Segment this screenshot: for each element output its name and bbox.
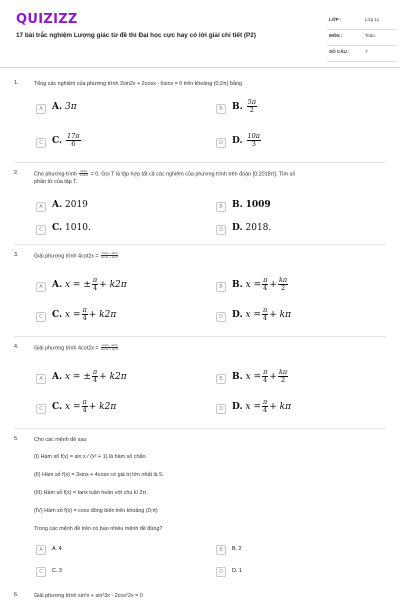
option-letter: A xyxy=(36,545,46,555)
option-letter: D xyxy=(216,312,226,322)
question-text: Giải phương trình 4cot2x = $\frac{\text{cos²x - sin²x}}{\text{cos⁶x + sin⁶x}}$ xyxy=(34,343,119,352)
option-letter: C xyxy=(36,312,46,322)
meta-row-subject xyxy=(327,30,397,46)
meta-row-count xyxy=(327,46,397,62)
option-label: A. xyxy=(52,102,63,112)
question-text: Tổng các nghiệm của phương trình 2sin2x + 2cosx - 6sinx = 0 trên khoảng (0;2π) bằng xyxy=(34,81,243,87)
option-letter: C xyxy=(36,138,46,148)
fraction: $\frac{10\pi}{3}$ xyxy=(247,132,261,148)
option-label: B. xyxy=(232,200,243,210)
statement-3: (III) Hàm số f(x) = tanx tuần hoàn với chu kì 2π. xyxy=(34,490,148,496)
meta-row-class xyxy=(327,14,397,30)
question-text-line2: phần tử của tập T. xyxy=(34,179,78,185)
meta-table xyxy=(327,14,397,62)
option-value: 2019 xyxy=(65,200,88,210)
document-title: 17 bài trắc nghiệm Lượng giác từ đề thi Đại học cực hay có lời giải chi tiết (P2) xyxy=(16,32,256,39)
option-value: 1009 xyxy=(245,200,271,210)
option-letter: B xyxy=(216,202,226,212)
meta-label: LỚP : xyxy=(329,17,342,22)
question-number: 4. xyxy=(14,344,19,350)
option-label: B. xyxy=(232,546,238,552)
question-text: Giải phương trình sin²x + sin²3x - 2cos²2x = 0 xyxy=(34,593,143,599)
option-value: 3 xyxy=(58,568,62,574)
option-letter: D xyxy=(216,138,226,148)
option-letter: A xyxy=(36,104,46,114)
fraction: $\frac{k\pi}{2}$ xyxy=(278,276,288,292)
question-text: Cho phương trình $\frac{\sin 2x}{1-\cos x}$ = 0. Gọi T là tập hợp tất cả các nghiệm của phương trình trên đoạn [0;2018π]. Tìm số xyxy=(34,169,296,178)
question-divider xyxy=(14,162,386,163)
fraction: $\frac{k\pi}{2}$ xyxy=(278,368,288,384)
option-value: 1 xyxy=(238,568,242,574)
question-text: Giải phương trình 4cot2x = $\frac{\text{cos²x - sin²x}}{\text{cos⁶x + sin⁶x}}$ xyxy=(34,251,119,260)
option-label: D. xyxy=(232,136,243,146)
question-divider xyxy=(14,336,386,337)
question-prompt: Trong các mệnh đề trên có bao nhiêu mệnh đề đúng? xyxy=(34,526,163,532)
option-value: 2018. xyxy=(245,223,272,233)
option-label: C. xyxy=(52,568,58,574)
option-label: C. xyxy=(52,136,63,146)
fraction: $\frac{\pi}{4}$ xyxy=(92,368,98,384)
option-value: 3π xyxy=(65,102,77,112)
fraction: $\frac{\pi}{4}$ xyxy=(262,306,268,322)
fraction: $\frac{17\pi}{6}$ xyxy=(67,132,80,148)
option-value: 4 xyxy=(58,546,62,552)
option-letter: C xyxy=(36,225,46,235)
meta-value: 7 xyxy=(365,49,368,54)
option-label: C. xyxy=(52,223,63,233)
fraction: $\frac{\text{cos²x - sin²x}}{\text{cos⁶x + sin⁶x}}$ xyxy=(101,251,119,260)
fraction: $\frac{\pi}{4}$ xyxy=(263,276,268,292)
statement-4: (IV) Hàm số f(x) = cosx đồng biến trên khoảng (0;π) xyxy=(34,508,158,514)
meta-value: Lớp 11 xyxy=(365,17,380,22)
option-letter: D xyxy=(216,567,226,577)
question-text: Cho các mệnh đề sau xyxy=(34,437,87,443)
option-letter: B xyxy=(216,545,226,555)
fraction: $\frac{\pi}{4}$ xyxy=(82,398,87,414)
option-letter: C xyxy=(36,567,46,577)
option-letter: D xyxy=(216,404,226,414)
option-letter: C xyxy=(36,404,46,414)
question-number: 5. xyxy=(14,436,19,442)
fraction: $\frac{\text{cos²x - sin²x}}{\text{cos⁶x + sin⁶x}}$ xyxy=(101,343,119,352)
document-header xyxy=(0,0,400,72)
statement-2: (II) Hàm số f(x) = 3sinx + 4cosx có giá trị lớn nhất là 5. xyxy=(34,472,164,478)
meta-value: Toán xyxy=(365,33,375,38)
option-letter: A xyxy=(36,374,46,384)
question-divider xyxy=(14,244,386,245)
option-letter: B xyxy=(216,374,226,384)
option-label: A. xyxy=(52,200,63,210)
option-label: D. xyxy=(232,223,243,233)
option-label: B. xyxy=(232,102,243,112)
fraction: $\frac{\pi}{4}$ xyxy=(82,306,87,322)
header-divider xyxy=(0,67,400,68)
option-value: 2 xyxy=(238,546,242,552)
option-letter: A xyxy=(36,202,46,212)
option-letter: D xyxy=(216,225,226,235)
fraction: $\frac{5\pi}{2}$ xyxy=(247,98,257,114)
question-number: 6. xyxy=(14,592,19,598)
meta-label: SỐ CÂU : xyxy=(329,49,350,54)
question-number: 2. xyxy=(14,170,19,176)
option-letter: B xyxy=(216,282,226,292)
meta-label: MÔN : xyxy=(329,33,343,38)
option-letter: B xyxy=(216,104,226,114)
statement-1: (I) Hàm số f(x) = sin x / (x² + 1) là hàm số chẵn. xyxy=(34,454,147,460)
question-divider xyxy=(14,428,386,429)
option-label: A. xyxy=(52,546,58,552)
fraction: $\frac{\pi}{4}$ xyxy=(262,398,268,414)
option-label: D. xyxy=(232,568,238,574)
question-number: 1. xyxy=(14,80,19,86)
question-number: 3. xyxy=(14,252,19,258)
fraction: $\frac{\pi}{4}$ xyxy=(92,276,98,292)
option-letter: A xyxy=(36,282,46,292)
quizizz-logo: QUIZIZZ xyxy=(16,12,78,27)
fraction: $\frac{\pi}{4}$ xyxy=(263,368,268,384)
fraction: $\frac{\sin 2x}{1-\cos x}$ xyxy=(79,169,89,178)
option-value: 1010. xyxy=(65,223,91,233)
